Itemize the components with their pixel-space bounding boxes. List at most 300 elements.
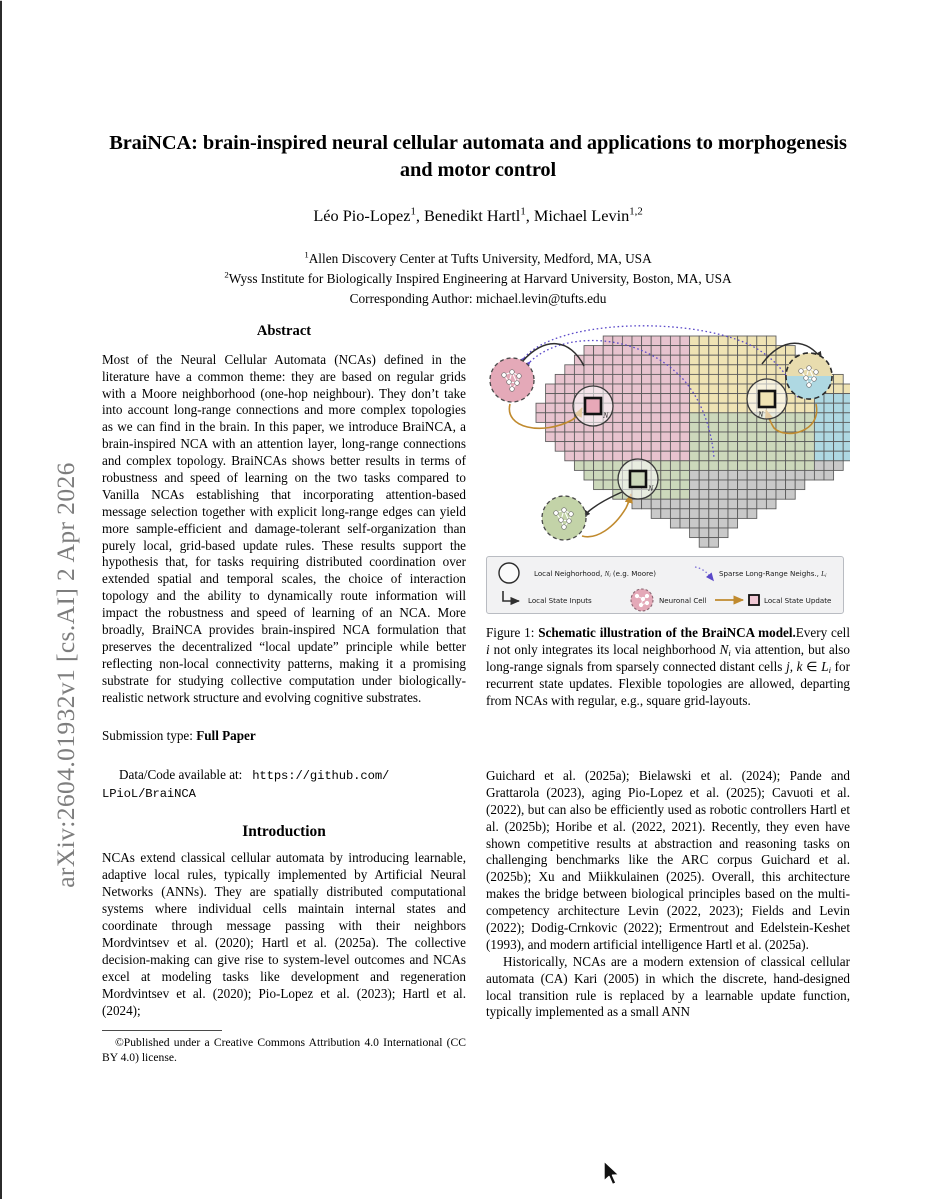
grid-cell <box>680 422 690 432</box>
intro-paragraph-2: Guichard et al. (2025a); Bielawski et al. (2024); Pande and Grattarola (2023), aging Pio-Lopez et al. (2025); Cavuoti et al. (2022), but can also be efficiently used as robotic controllers Hartl et al. (2025b); Horibe et al. (2022, 2021). Recently, they even have shown competitive results at abstraction and reasoning tasks on challenging benchmarks like the ARC corpus Guichard et al. (2025b); Xu and Miikkulainen (2025). Overall, this architecture makes the bridge between biological principles based on the multi-competency architecture Levin (2022, 2023); Fields and Levin (2022); Dodig-Crnkovic (2022); Ermentrout and Edelstein-Keshet (1993), and modern artificial intelligence Hartl et al. (2025a). <box>486 768 850 952</box>
grid-cell <box>776 365 786 375</box>
grid-cell <box>834 432 844 442</box>
grid-cell <box>670 403 680 413</box>
grid-cell <box>843 384 850 394</box>
intro-paragraph-1: NCAs extend classical cellular automata by introducing learnable, adaptive local rules, typically implemented by Artificial Neural Networks (ANNs). They are spatially distributed computational systems where individual cells maintain internal states and coordinate through message passing with their neighbors Mordvintsev et al. (2020); Hartl et al. (2025a). The collective decision-making can give rise to system-level outcomes and NCAs excel at modeling tasks like development and regeneration Mordvintsev et al. (2020); Pio-Lopez et al. (2023); Hartl et al. (2024); <box>102 850 466 1018</box>
focus-cell-right <box>747 379 787 419</box>
grid-cell <box>594 442 604 452</box>
grid-cell <box>670 384 680 394</box>
grid-cell <box>680 355 690 365</box>
grid-cell <box>728 442 738 452</box>
grid-cell <box>786 490 796 500</box>
grid-cell <box>805 442 815 452</box>
grid-cell <box>814 432 824 442</box>
grid-cell <box>776 451 786 461</box>
grid-cell <box>824 470 834 480</box>
grid-cell <box>747 422 757 432</box>
grid-cell <box>690 461 700 471</box>
grid-cell <box>670 518 680 528</box>
grid-cell <box>661 403 671 413</box>
grid-cell <box>718 355 728 365</box>
grid-cell <box>747 470 757 480</box>
grid-cell <box>718 413 728 423</box>
grid-cell <box>690 336 700 346</box>
grid-cell <box>718 490 728 500</box>
grid-cell <box>795 480 805 490</box>
grid-cell <box>814 461 824 471</box>
grid-cell <box>786 451 796 461</box>
grid-cell <box>805 451 815 461</box>
grid-cell <box>699 374 709 384</box>
grid-cell <box>546 394 556 404</box>
grid-cell <box>709 394 719 404</box>
grid-cell <box>690 346 700 356</box>
grid-cell <box>699 394 709 404</box>
grid-cell <box>738 499 748 509</box>
grid-cell <box>594 432 604 442</box>
grid-cell <box>651 346 661 356</box>
grid-cell <box>594 355 604 365</box>
grid-cell <box>738 374 748 384</box>
grid-cell <box>661 432 671 442</box>
grid-cell <box>680 365 690 375</box>
grid-cell <box>776 490 786 500</box>
repo-url-line2[interactable]: LPioL/BraiNCA <box>102 787 196 802</box>
grid-cell <box>622 403 632 413</box>
figure-1-graphic <box>486 322 850 550</box>
grid-cell <box>843 394 850 404</box>
grid-cell <box>718 470 728 480</box>
grid-cell <box>718 461 728 471</box>
grid-cell <box>690 509 700 519</box>
grid-cell <box>718 528 728 538</box>
grid-cell <box>843 413 850 423</box>
grid-cell <box>661 442 671 452</box>
grid-cell <box>795 442 805 452</box>
grid-cell <box>670 509 680 519</box>
grid-cell <box>709 538 719 548</box>
grid-cell <box>738 442 748 452</box>
grid-cell <box>709 336 719 346</box>
grid-cell <box>728 336 738 346</box>
grid-cell <box>690 374 700 384</box>
grid-cell <box>699 422 709 432</box>
grid-cell <box>574 365 584 375</box>
grid-cell <box>747 499 757 509</box>
grid-cell <box>651 499 661 509</box>
grid-cell <box>690 432 700 442</box>
grid-cell <box>709 442 719 452</box>
neuronal-cell-left <box>490 358 534 402</box>
grid-cell <box>661 384 671 394</box>
grid-cell <box>603 461 613 471</box>
grid-cell <box>565 432 575 442</box>
grid-cell <box>690 422 700 432</box>
grid-cell <box>622 336 632 346</box>
grid-cell <box>834 413 844 423</box>
grid-cell <box>642 394 652 404</box>
grid-cell <box>786 442 796 452</box>
grid-cell <box>651 403 661 413</box>
grid-cell <box>814 422 824 432</box>
grid-cell <box>690 518 700 528</box>
grid-cell <box>795 470 805 480</box>
grid-cell <box>747 509 757 519</box>
grid-cell <box>786 461 796 471</box>
grid-cell <box>747 480 757 490</box>
grid-cell <box>536 413 546 423</box>
grid-cell <box>680 403 690 413</box>
grid-cell <box>661 480 671 490</box>
grid-cell <box>738 346 748 356</box>
grid-cell <box>613 394 623 404</box>
grid-cell <box>738 394 748 404</box>
grid-cell <box>699 509 709 519</box>
grid-cell <box>594 480 604 490</box>
grid-cell <box>642 403 652 413</box>
grid-cell <box>699 365 709 375</box>
grid-cell <box>584 442 594 452</box>
grid-cell <box>613 422 623 432</box>
grid-cell <box>680 442 690 452</box>
grid-cell <box>757 470 767 480</box>
grid-cell <box>699 461 709 471</box>
svg-text:N: N <box>648 484 654 493</box>
grid-cell <box>584 355 594 365</box>
affiliation-list <box>98 249 858 310</box>
grid-cell <box>680 480 690 490</box>
grid-cell <box>642 413 652 423</box>
grid-cell <box>699 470 709 480</box>
grid-cell <box>622 432 632 442</box>
grid-cell <box>709 499 719 509</box>
grid-cell <box>622 374 632 384</box>
grid-cell <box>834 451 844 461</box>
grid-cell <box>661 451 671 461</box>
focus-cell-bottom <box>618 459 658 499</box>
grid-cell <box>661 336 671 346</box>
grid-cell <box>661 499 671 509</box>
legend-icon-neuronal-cell <box>631 589 653 611</box>
grid-cell <box>632 384 642 394</box>
grid-cell <box>757 365 767 375</box>
grid-cell <box>709 422 719 432</box>
left-column <box>102 322 466 1019</box>
grid-cell <box>786 413 796 423</box>
grid-cell <box>661 355 671 365</box>
grid-cell <box>574 451 584 461</box>
grid-cell <box>594 374 604 384</box>
grid-cell <box>670 336 680 346</box>
grid-cell <box>805 461 815 471</box>
grid-cell <box>699 413 709 423</box>
grid-cell <box>709 470 719 480</box>
grid-cell <box>651 394 661 404</box>
submission-value: Full Paper <box>196 728 256 744</box>
legend-label-sparse-long-range: Sparse Long-Range Neighs., $L_i$ <box>719 569 827 580</box>
grid-cell <box>728 509 738 519</box>
grid-cell <box>709 384 719 394</box>
grid-cell <box>690 480 700 490</box>
grid-cell <box>843 422 850 432</box>
grid-cell <box>594 461 604 471</box>
grid-cell <box>670 451 680 461</box>
grid-cell <box>661 365 671 375</box>
grid-cell <box>776 442 786 452</box>
grid-cell <box>728 461 738 471</box>
grid-cell <box>632 413 642 423</box>
grid-cell <box>622 442 632 452</box>
grid-cell <box>622 413 632 423</box>
grid-cell <box>651 365 661 375</box>
grid-cell <box>661 374 671 384</box>
grid-cell <box>786 346 796 356</box>
footnote-rule <box>102 1030 222 1031</box>
grid-cell <box>786 403 796 413</box>
grid-cell <box>795 403 805 413</box>
grid-cell <box>843 403 850 413</box>
grid-cell <box>699 490 709 500</box>
grid-cell <box>824 394 834 404</box>
grid-cell <box>661 422 671 432</box>
grid-cell <box>709 528 719 538</box>
grid-cell <box>613 336 623 346</box>
grid-cell <box>728 355 738 365</box>
grid-cell <box>738 490 748 500</box>
grid-cell <box>690 451 700 461</box>
grid-cell <box>766 451 776 461</box>
grid-cell <box>680 470 690 480</box>
grid-cell <box>555 384 565 394</box>
grid-cell <box>738 384 748 394</box>
grid-cell <box>632 403 642 413</box>
grid-cell <box>622 394 632 404</box>
grid-cell <box>670 490 680 500</box>
grid-cell <box>709 490 719 500</box>
grid-cell <box>632 499 642 509</box>
grid-cell <box>795 451 805 461</box>
abstract-body: Most of the Neural Cellular Automata (NCAs) defined in the literature have a common theme: they are based on regular grids with a Moore neighborhood (one-hop neighbour). They don’t take into account long-range connections and more complex topologies as we can find in the brain. In this paper, we introduce BraiNCA, a brain-inspired NCA with an attention layer, long-range connections and complex topology. BraiNCAs shows better results in terms of robustness and speed of learning on the two tasks compared to Vanilla NCAs establishing that incorporating attention-based message selection together with explicit long-range edges can yield more sample-efficient and damage-tolerant self-organization than purely local, grid-based update rules. These results support the hypothesis that, for tasks requiring distributed coordination over extended spatial and temporal scales, the choice of interaction topology and the ability to dynamically route information will impact the robustness and speed of learning of an NCA. More broadly, BraiNCA provides brain-inspired NCA formulation that preserves the decentralized “local update” principle while better reflecting non-local connectivity patterns, making it a promising substrate for studying collective computation under biologically-realistic network structure and evolving cognitive substrates. <box>102 351 466 705</box>
grid-cell <box>718 365 728 375</box>
grid-cell <box>680 461 690 471</box>
grid-cell <box>690 499 700 509</box>
brainca-schematic-svg <box>486 322 850 550</box>
submission-type: Submission type: Full Paper <box>102 728 256 744</box>
grid-cell <box>642 499 652 509</box>
grid-cell <box>613 355 623 365</box>
svg-text:N: N <box>758 410 764 419</box>
grid-cell <box>824 403 834 413</box>
grid-cell <box>661 413 671 423</box>
grid-cell <box>584 432 594 442</box>
grid-cell <box>747 442 757 452</box>
affiliation-1: $^1$Allen Discovery Center at Tufts University, Medford, MA, USA <box>304 249 652 267</box>
grid-cell <box>747 355 757 365</box>
grid-cell <box>699 384 709 394</box>
grid-cell <box>718 403 728 413</box>
grid-cell <box>699 403 709 413</box>
grid-cell <box>824 422 834 432</box>
grid-cell <box>824 451 834 461</box>
grid-cell <box>651 336 661 346</box>
grid-cell <box>757 451 767 461</box>
grid-cell <box>738 355 748 365</box>
legend-icon-sparse-long-range <box>695 567 713 580</box>
grid-cell <box>651 432 661 442</box>
grid-cell <box>584 451 594 461</box>
grid-cell <box>622 451 632 461</box>
grid-cell <box>642 422 652 432</box>
grid-cell <box>786 422 796 432</box>
grid-cell <box>738 403 748 413</box>
grid-cell <box>728 480 738 490</box>
grid-cell <box>728 394 738 404</box>
grid-cell <box>699 346 709 356</box>
grid-cell <box>546 413 556 423</box>
grid-cell <box>642 336 652 346</box>
grid-cell <box>776 461 786 471</box>
grid-cell <box>718 480 728 490</box>
grid-cell <box>680 432 690 442</box>
grid-cell <box>699 432 709 442</box>
grid-cell <box>709 518 719 528</box>
author-3: Michael Levin$^{1,2}$ <box>533 205 643 226</box>
grid-cell <box>709 480 719 490</box>
grid-cell <box>690 403 700 413</box>
grid-cell <box>786 480 796 490</box>
grid-cell <box>632 394 642 404</box>
grid-cell <box>795 461 805 471</box>
grid-cell <box>613 346 623 356</box>
grid-cell <box>680 499 690 509</box>
grid-cell <box>728 346 738 356</box>
grid-cell <box>718 518 728 528</box>
grid-cell <box>738 365 748 375</box>
grid-cell <box>709 413 719 423</box>
grid-cell <box>766 336 776 346</box>
grid-cell <box>757 442 767 452</box>
grid-cell <box>718 422 728 432</box>
grid-cell <box>632 365 642 375</box>
grid-cell <box>834 461 844 471</box>
grid-cell <box>584 374 594 384</box>
grid-cell <box>555 374 565 384</box>
grid-cell <box>642 365 652 375</box>
grid-cell <box>632 422 642 432</box>
intro-paragraph-3: Historically, NCAs are a modern extension of classical cellular automata (CA) Kari (2005) in which the discrete, hand-designed local transition rule is replaced by a learnable update function, typically implemented as a small ANN <box>486 953 850 1020</box>
grid-cell <box>757 480 767 490</box>
legend-label-local-neighborhood: Local Neighorhood, $N_i$ (e.g. Moore) <box>534 569 657 580</box>
grid-cell <box>728 499 738 509</box>
grid-cell <box>738 461 748 471</box>
grid-cell <box>680 490 690 500</box>
grid-cell <box>718 432 728 442</box>
grid-cell <box>565 422 575 432</box>
grid-cell <box>757 499 767 509</box>
grid-cell <box>699 336 709 346</box>
grid-cell <box>680 451 690 461</box>
grid-cell <box>738 413 748 423</box>
grid-cell <box>824 432 834 442</box>
repo-url-line1[interactable]: https://github.com/ <box>252 769 390 784</box>
grid-cell <box>814 442 824 452</box>
grid-cell <box>680 509 690 519</box>
grid-cell <box>680 336 690 346</box>
grid-cell <box>690 394 700 404</box>
grid-cell <box>728 451 738 461</box>
focus-cell-left <box>573 386 613 426</box>
grid-cell <box>603 422 613 432</box>
grid-cell <box>699 355 709 365</box>
grid-cell <box>603 374 613 384</box>
grid-cell <box>843 432 850 442</box>
grid-cell <box>738 451 748 461</box>
grid-cell <box>680 413 690 423</box>
grid-cell <box>709 346 719 356</box>
grid-cell <box>718 346 728 356</box>
legend-label-local-state-inputs: Local State Inputs <box>528 596 592 605</box>
paper-page <box>2 0 931 1199</box>
grid-cell <box>632 442 642 452</box>
grid-cell <box>642 355 652 365</box>
grid-cell <box>776 355 786 365</box>
grid-cell <box>699 518 709 528</box>
grid-cell <box>766 490 776 500</box>
grid-cell <box>843 442 850 452</box>
grid-cell <box>709 403 719 413</box>
grid-cell <box>584 461 594 471</box>
grid-cell <box>670 442 680 452</box>
grid-cell <box>670 413 680 423</box>
grid-cell <box>834 374 844 384</box>
grid-cell <box>642 384 652 394</box>
grid-cell <box>584 365 594 375</box>
grid-cell <box>824 461 834 471</box>
grid-cell <box>555 413 565 423</box>
footnote-block <box>102 1030 466 1065</box>
grid-cell <box>718 394 728 404</box>
figure-legend <box>486 556 844 614</box>
grid-cell <box>709 374 719 384</box>
grid-cell <box>757 432 767 442</box>
grid-cell <box>699 538 709 548</box>
grid-cell <box>690 528 700 538</box>
affiliation-2: $^2$Wyss Institute for Biologically Inspired Engineering at Harvard University, Boston, MA, USA <box>224 269 732 287</box>
grid-cell <box>622 384 632 394</box>
grid-cell <box>814 470 824 480</box>
grid-cell <box>574 442 584 452</box>
right-column <box>486 768 850 1021</box>
legend-icon-local-state-inputs <box>503 591 519 601</box>
grid-cell <box>632 355 642 365</box>
grid-cell <box>699 442 709 452</box>
grid-cell <box>757 461 767 471</box>
grid-cell <box>690 470 700 480</box>
grid-cell <box>834 403 844 413</box>
grid-cell <box>718 374 728 384</box>
grid-cell <box>574 374 584 384</box>
grid-cell <box>670 480 680 490</box>
grid-cell <box>738 422 748 432</box>
grid-cell <box>718 451 728 461</box>
grid-cell <box>584 346 594 356</box>
grid-cell <box>766 480 776 490</box>
grid-cell <box>574 422 584 432</box>
grid-cell <box>603 355 613 365</box>
grid-cell <box>661 394 671 404</box>
grid-cell <box>680 394 690 404</box>
grid-cell <box>757 490 767 500</box>
